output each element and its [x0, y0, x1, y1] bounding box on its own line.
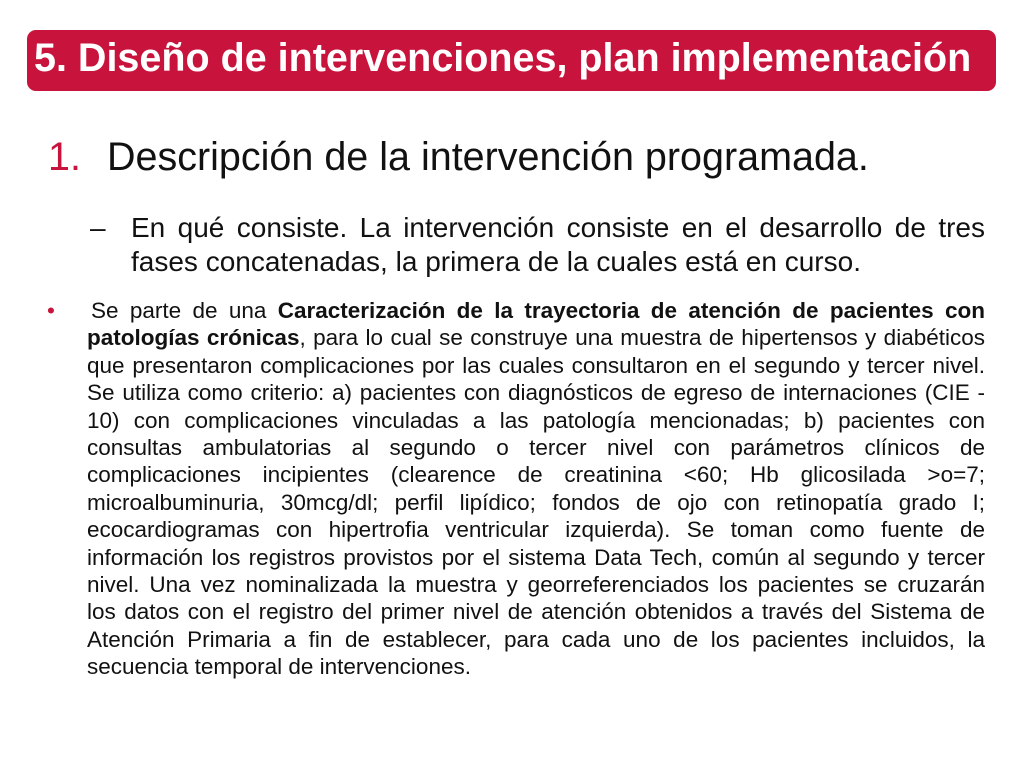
paragraph-line: los datos con el registro del primer nivel de atención obtenidos a través del Sistema de [87, 599, 985, 625]
paragraph-line [87, 324, 985, 351]
sub-point-text [131, 211, 985, 279]
paragraph-text: Se parte de una [91, 298, 267, 323]
paragraph-line: Atención Primaria a fin de establecer, para cada uno de los pacientes incluidos, la [87, 626, 985, 652]
paragraph-line: microalbuminuria, 30mcg/dl; perfil lipídico; fondos de ojo con retinopatía grado I; [87, 489, 985, 515]
paragraph-line: 10) con complicaciones vinculadas a las patología mencionadas; b) pacientes con [87, 407, 985, 433]
paragraph-line: información los registros provistos por el sistema Data Tech, común al segundo y tercer [87, 544, 985, 570]
bullet-icon: • [47, 298, 55, 323]
paragraph-line: secuencia temporal de intervenciones. [87, 654, 471, 680]
dash-bullet-icon: – [90, 212, 106, 243]
paragraph-line: complicaciones incipientes (clearence de creatinina <60; Hb glicosilada >o=7; [87, 462, 985, 488]
paragraph-line: Se utiliza como criterio: a) pacientes con diagnósticos de egreso de internaciones (CIE - [87, 380, 985, 406]
paragraph-line: nivel. Una vez nominalizada la muestra y georreferenciados los pacientes se cruzarán [87, 572, 985, 598]
paragraph-bold-text: Caracterización de la trayectoria de atención de pacientes con [277, 298, 985, 323]
section-heading: Descripción de la intervención programada. [107, 135, 869, 179]
paragraph-line: que presentaron complicaciones por las cuales consultaron en el segundo y tercer nivel. [87, 352, 985, 378]
sub-point-line: En qué consiste. La intervención consiste en el desarrollo de tres [131, 212, 985, 243]
paragraph-bold-text: patologías crónicas [87, 325, 300, 351]
slide-title-bar [27, 30, 996, 91]
slide-title: 5. Diseño de intervenciones, plan implementación [34, 36, 972, 80]
bullet-paragraph [87, 297, 985, 681]
paragraph-line: consultas ambulatorias al segundo o tercer nivel con parámetros clínicos de [87, 435, 985, 461]
list-number: 1. [48, 135, 81, 179]
paragraph-line: ecocardiogramas con hipertrofia ventricular izquierda). Se toman como fuente de [87, 517, 985, 543]
sub-point-line: fases concatenadas, la primera de la cuales está en curso. [131, 246, 861, 277]
paragraph-line [87, 297, 985, 324]
paragraph-text: , para lo cual se construye una muestra de hipertensos y diabéticos [299, 325, 985, 351]
